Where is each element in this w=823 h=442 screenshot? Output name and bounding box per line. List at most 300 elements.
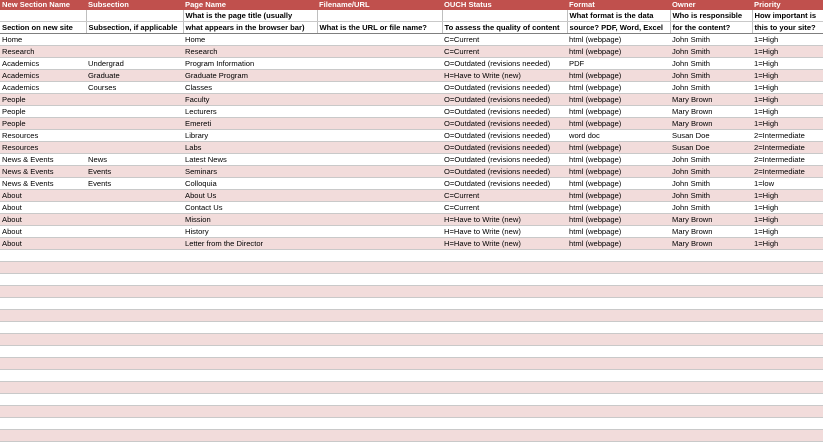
cell-subsection[interactable]: Courses bbox=[86, 82, 183, 94]
empty-cell[interactable] bbox=[670, 406, 752, 418]
empty-cell[interactable] bbox=[670, 358, 752, 370]
empty-cell[interactable] bbox=[86, 430, 183, 442]
cell-section[interactable]: Resources bbox=[0, 130, 86, 142]
cell-format[interactable]: What format is the data bbox=[567, 10, 670, 22]
cell-format[interactable]: html (webpage) bbox=[567, 226, 670, 238]
empty-cell[interactable] bbox=[670, 250, 752, 262]
empty-cell[interactable] bbox=[670, 370, 752, 382]
empty-cell[interactable] bbox=[670, 298, 752, 310]
empty-cell[interactable] bbox=[183, 346, 317, 358]
cell-subsection[interactable] bbox=[86, 118, 183, 130]
empty-cell[interactable] bbox=[317, 346, 442, 358]
cell-format[interactable]: html (webpage) bbox=[567, 82, 670, 94]
empty-cell[interactable] bbox=[86, 382, 183, 394]
cell-filename-url[interactable] bbox=[317, 10, 442, 22]
empty-cell[interactable] bbox=[317, 418, 442, 430]
empty-cell[interactable] bbox=[0, 382, 86, 394]
empty-row bbox=[0, 358, 823, 370]
empty-cell[interactable] bbox=[183, 286, 317, 298]
cell-section[interactable]: Home bbox=[0, 34, 86, 46]
empty-cell[interactable] bbox=[183, 418, 317, 430]
cell-owner[interactable]: John Smith bbox=[670, 178, 752, 190]
empty-cell[interactable] bbox=[86, 274, 183, 286]
cell-filename-url[interactable] bbox=[317, 70, 442, 82]
empty-cell[interactable] bbox=[0, 310, 86, 322]
empty-cell[interactable] bbox=[0, 274, 86, 286]
header-row-titles bbox=[0, 0, 823, 10]
cell-ouch-status[interactable]: OUCH Status bbox=[442, 0, 567, 10]
cell-subsection[interactable] bbox=[86, 106, 183, 118]
cell-priority[interactable]: 1=High bbox=[752, 34, 823, 46]
cell-format[interactable]: html (webpage) bbox=[567, 106, 670, 118]
cell-subsection[interactable] bbox=[86, 190, 183, 202]
cell-subsection[interactable]: Subsection, if applicable bbox=[86, 22, 183, 34]
cell-page-name[interactable]: Seminars bbox=[183, 166, 317, 178]
cell-section[interactable]: Academics bbox=[0, 82, 86, 94]
empty-cell[interactable] bbox=[752, 358, 823, 370]
cell-subsection[interactable]: Events bbox=[86, 178, 183, 190]
cell-filename-url[interactable] bbox=[317, 166, 442, 178]
empty-cell[interactable] bbox=[183, 406, 317, 418]
cell-subsection[interactable] bbox=[86, 238, 183, 250]
cell-ouch-status[interactable]: O=Outdated (revisions needed) bbox=[442, 82, 567, 94]
cell-section[interactable]: Academics bbox=[0, 58, 86, 70]
empty-cell[interactable] bbox=[86, 250, 183, 262]
cell-subsection[interactable] bbox=[86, 202, 183, 214]
cell-priority[interactable]: 2=Intermediate bbox=[752, 142, 823, 154]
cell-format[interactable]: html (webpage) bbox=[567, 118, 670, 130]
cell-format[interactable]: source? PDF, Word, Excel bbox=[567, 22, 670, 34]
empty-cell[interactable] bbox=[317, 334, 442, 346]
empty-cell[interactable] bbox=[442, 370, 567, 382]
cell-page-name[interactable]: Emereti bbox=[183, 118, 317, 130]
empty-cell[interactable] bbox=[567, 430, 670, 442]
empty-cell[interactable] bbox=[567, 322, 670, 334]
cell-format[interactable]: html (webpage) bbox=[567, 142, 670, 154]
cell-owner[interactable]: Mary Brown bbox=[670, 106, 752, 118]
empty-cell[interactable] bbox=[442, 418, 567, 430]
empty-cell[interactable] bbox=[567, 406, 670, 418]
empty-row bbox=[0, 262, 823, 274]
cell-ouch-status[interactable]: O=Outdated (revisions needed) bbox=[442, 106, 567, 118]
cell-subsection[interactable] bbox=[86, 34, 183, 46]
cell-filename-url[interactable] bbox=[317, 154, 442, 166]
cell-filename-url[interactable] bbox=[317, 214, 442, 226]
empty-cell[interactable] bbox=[86, 370, 183, 382]
cell-section[interactable]: People bbox=[0, 106, 86, 118]
cell-section[interactable]: Resources bbox=[0, 142, 86, 154]
empty-cell[interactable] bbox=[442, 262, 567, 274]
cell-ouch-status[interactable]: O=Outdated (revisions needed) bbox=[442, 130, 567, 142]
empty-cell[interactable] bbox=[670, 310, 752, 322]
cell-filename-url[interactable]: Filename/URL bbox=[317, 0, 442, 10]
empty-cell[interactable] bbox=[183, 382, 317, 394]
cell-section[interactable] bbox=[0, 10, 86, 22]
cell-ouch-status[interactable]: C=Current bbox=[442, 202, 567, 214]
empty-cell[interactable] bbox=[752, 286, 823, 298]
cell-ouch-status[interactable]: To assess the quality of content bbox=[442, 22, 567, 34]
empty-cell[interactable] bbox=[567, 370, 670, 382]
empty-cell[interactable] bbox=[752, 346, 823, 358]
cell-priority[interactable]: 1=High bbox=[752, 190, 823, 202]
empty-cell[interactable] bbox=[183, 322, 317, 334]
cell-section[interactable]: News & Events bbox=[0, 166, 86, 178]
empty-cell[interactable] bbox=[442, 334, 567, 346]
empty-cell[interactable] bbox=[442, 382, 567, 394]
cell-section[interactable]: About bbox=[0, 190, 86, 202]
empty-cell[interactable] bbox=[317, 430, 442, 442]
cell-filename-url[interactable]: What is the URL or file name? bbox=[317, 22, 442, 34]
empty-cell[interactable] bbox=[183, 250, 317, 262]
cell-page-name[interactable]: Colloquia bbox=[183, 178, 317, 190]
empty-cell[interactable] bbox=[86, 322, 183, 334]
empty-cell[interactable] bbox=[317, 286, 442, 298]
cell-priority[interactable]: 1=High bbox=[752, 106, 823, 118]
cell-section[interactable]: People bbox=[0, 118, 86, 130]
empty-cell[interactable] bbox=[567, 274, 670, 286]
cell-format[interactable]: html (webpage) bbox=[567, 70, 670, 82]
cell-ouch-status[interactable]: H=Have to Write (new) bbox=[442, 214, 567, 226]
empty-cell[interactable] bbox=[0, 334, 86, 346]
cell-owner[interactable]: Mary Brown bbox=[670, 238, 752, 250]
cell-priority[interactable]: 2=Intermediate bbox=[752, 130, 823, 142]
empty-cell[interactable] bbox=[0, 406, 86, 418]
cell-filename-url[interactable] bbox=[317, 142, 442, 154]
cell-owner[interactable]: John Smith bbox=[670, 202, 752, 214]
cell-priority[interactable]: 2=Intermediate bbox=[752, 166, 823, 178]
empty-cell[interactable] bbox=[442, 346, 567, 358]
empty-cell[interactable] bbox=[317, 370, 442, 382]
cell-filename-url[interactable] bbox=[317, 82, 442, 94]
cell-owner[interactable]: John Smith bbox=[670, 166, 752, 178]
cell-section[interactable]: New Section Name bbox=[0, 0, 86, 10]
cell-priority[interactable]: 1=High bbox=[752, 70, 823, 82]
empty-cell[interactable] bbox=[86, 418, 183, 430]
empty-cell[interactable] bbox=[567, 250, 670, 262]
empty-cell[interactable] bbox=[183, 262, 317, 274]
cell-format[interactable]: html (webpage) bbox=[567, 190, 670, 202]
cell-owner[interactable]: Mary Brown bbox=[670, 214, 752, 226]
cell-priority[interactable]: 1=High bbox=[752, 118, 823, 130]
cell-format[interactable]: html (webpage) bbox=[567, 154, 670, 166]
empty-cell[interactable] bbox=[442, 298, 567, 310]
empty-cell[interactable] bbox=[670, 262, 752, 274]
cell-owner[interactable]: Mary Brown bbox=[670, 226, 752, 238]
empty-cell[interactable] bbox=[752, 418, 823, 430]
cell-format[interactable]: html (webpage) bbox=[567, 238, 670, 250]
empty-cell[interactable] bbox=[183, 298, 317, 310]
empty-cell[interactable] bbox=[86, 406, 183, 418]
empty-cell[interactable] bbox=[183, 430, 317, 442]
empty-cell[interactable] bbox=[0, 346, 86, 358]
empty-cell[interactable] bbox=[670, 382, 752, 394]
cell-subsection[interactable]: Graduate bbox=[86, 70, 183, 82]
cell-subsection[interactable]: Events bbox=[86, 166, 183, 178]
cell-owner[interactable]: Mary Brown bbox=[670, 94, 752, 106]
cell-ouch-status[interactable]: O=Outdated (revisions needed) bbox=[442, 178, 567, 190]
empty-cell[interactable] bbox=[752, 262, 823, 274]
empty-cell[interactable] bbox=[86, 346, 183, 358]
empty-cell[interactable] bbox=[752, 250, 823, 262]
cell-page-name[interactable]: Research bbox=[183, 46, 317, 58]
cell-subsection[interactable] bbox=[86, 226, 183, 238]
empty-cell[interactable] bbox=[317, 250, 442, 262]
cell-page-name[interactable]: Page Name bbox=[183, 0, 317, 10]
cell-priority[interactable]: 1=High bbox=[752, 58, 823, 70]
cell-ouch-status[interactable]: H=Have to Write (new) bbox=[442, 70, 567, 82]
cell-format[interactable]: Format bbox=[567, 0, 670, 10]
empty-cell[interactable] bbox=[567, 358, 670, 370]
cell-priority[interactable]: 1=High bbox=[752, 94, 823, 106]
cell-owner[interactable]: Mary Brown bbox=[670, 118, 752, 130]
empty-cell[interactable] bbox=[317, 298, 442, 310]
empty-cell[interactable] bbox=[752, 274, 823, 286]
cell-ouch-status[interactable] bbox=[442, 10, 567, 22]
empty-cell[interactable] bbox=[86, 298, 183, 310]
cell-ouch-status[interactable]: C=Current bbox=[442, 190, 567, 202]
cell-page-name[interactable]: Letter from the Director bbox=[183, 238, 317, 250]
cell-priority[interactable]: 1=High bbox=[752, 46, 823, 58]
cell-subsection[interactable]: Subsection bbox=[86, 0, 183, 10]
cell-owner[interactable]: John Smith bbox=[670, 82, 752, 94]
cell-owner[interactable]: John Smith bbox=[670, 70, 752, 82]
cell-page-name[interactable]: Library bbox=[183, 130, 317, 142]
cell-page-name[interactable]: Program Information bbox=[183, 58, 317, 70]
header-row-questions bbox=[0, 10, 823, 22]
cell-page-name[interactable]: Mission bbox=[183, 214, 317, 226]
cell-priority[interactable]: 1=High bbox=[752, 226, 823, 238]
cell-page-name[interactable]: What is the page title (usually bbox=[183, 10, 317, 22]
empty-cell[interactable] bbox=[567, 286, 670, 298]
empty-cell[interactable] bbox=[442, 406, 567, 418]
cell-owner[interactable]: John Smith bbox=[670, 154, 752, 166]
empty-cell[interactable] bbox=[317, 358, 442, 370]
empty-cell[interactable] bbox=[317, 274, 442, 286]
cell-section[interactable]: News & Events bbox=[0, 178, 86, 190]
empty-cell[interactable] bbox=[86, 334, 183, 346]
cell-ouch-status[interactable]: H=Have to Write (new) bbox=[442, 238, 567, 250]
empty-cell[interactable] bbox=[752, 370, 823, 382]
cell-filename-url[interactable] bbox=[317, 106, 442, 118]
empty-row bbox=[0, 334, 823, 346]
cell-page-name[interactable]: Graduate Program bbox=[183, 70, 317, 82]
empty-cell[interactable] bbox=[567, 262, 670, 274]
empty-cell[interactable] bbox=[752, 334, 823, 346]
cell-ouch-status[interactable]: H=Have to Write (new) bbox=[442, 226, 567, 238]
empty-cell[interactable] bbox=[752, 430, 823, 442]
cell-ouch-status[interactable]: C=Current bbox=[442, 46, 567, 58]
empty-cell[interactable] bbox=[670, 286, 752, 298]
empty-cell[interactable] bbox=[183, 358, 317, 370]
cell-owner[interactable]: John Smith bbox=[670, 46, 752, 58]
empty-cell[interactable] bbox=[0, 250, 86, 262]
empty-cell[interactable] bbox=[0, 286, 86, 298]
cell-section[interactable]: Research bbox=[0, 46, 86, 58]
empty-cell[interactable] bbox=[0, 262, 86, 274]
cell-filename-url[interactable] bbox=[317, 130, 442, 142]
cell-subsection[interactable] bbox=[86, 214, 183, 226]
cell-filename-url[interactable] bbox=[317, 58, 442, 70]
cell-ouch-status[interactable]: O=Outdated (revisions needed) bbox=[442, 166, 567, 178]
cell-subsection[interactable] bbox=[86, 142, 183, 154]
cell-filename-url[interactable] bbox=[317, 190, 442, 202]
empty-cell[interactable] bbox=[0, 370, 86, 382]
empty-cell[interactable] bbox=[752, 322, 823, 334]
cell-filename-url[interactable] bbox=[317, 226, 442, 238]
empty-cell[interactable] bbox=[670, 346, 752, 358]
cell-page-name[interactable]: Classes bbox=[183, 82, 317, 94]
empty-cell[interactable] bbox=[752, 406, 823, 418]
cell-priority[interactable]: 2=Intermediate bbox=[752, 154, 823, 166]
table-row bbox=[0, 34, 823, 46]
cell-page-name[interactable]: About Us bbox=[183, 190, 317, 202]
empty-cell[interactable] bbox=[442, 310, 567, 322]
cell-section[interactable]: About bbox=[0, 202, 86, 214]
cell-filename-url[interactable] bbox=[317, 94, 442, 106]
empty-cell[interactable] bbox=[442, 274, 567, 286]
cell-filename-url[interactable] bbox=[317, 118, 442, 130]
cell-page-name[interactable]: Faculty bbox=[183, 94, 317, 106]
empty-cell[interactable] bbox=[442, 322, 567, 334]
empty-cell[interactable] bbox=[567, 298, 670, 310]
cell-priority[interactable]: How important is bbox=[752, 10, 823, 22]
empty-cell[interactable] bbox=[0, 418, 86, 430]
cell-format[interactable]: word doc bbox=[567, 130, 670, 142]
cell-format[interactable]: html (webpage) bbox=[567, 178, 670, 190]
cell-filename-url[interactable] bbox=[317, 238, 442, 250]
empty-cell[interactable] bbox=[670, 418, 752, 430]
cell-priority[interactable]: 1=High bbox=[752, 214, 823, 226]
cell-filename-url[interactable] bbox=[317, 46, 442, 58]
empty-cell[interactable] bbox=[0, 358, 86, 370]
cell-ouch-status[interactable]: O=Outdated (revisions needed) bbox=[442, 142, 567, 154]
empty-cell[interactable] bbox=[317, 382, 442, 394]
empty-cell[interactable] bbox=[442, 286, 567, 298]
empty-cell[interactable] bbox=[670, 274, 752, 286]
cell-format[interactable]: html (webpage) bbox=[567, 166, 670, 178]
cell-section[interactable]: About bbox=[0, 226, 86, 238]
empty-cell[interactable] bbox=[567, 346, 670, 358]
table-row bbox=[0, 178, 823, 190]
cell-page-name[interactable]: Lecturers bbox=[183, 106, 317, 118]
empty-cell[interactable] bbox=[670, 322, 752, 334]
table-row bbox=[0, 166, 823, 178]
cell-page-name[interactable]: Labs bbox=[183, 142, 317, 154]
empty-cell[interactable] bbox=[567, 310, 670, 322]
cell-format[interactable]: PDF bbox=[567, 58, 670, 70]
empty-cell[interactable] bbox=[317, 262, 442, 274]
empty-cell[interactable] bbox=[567, 382, 670, 394]
cell-format[interactable]: html (webpage) bbox=[567, 94, 670, 106]
cell-subsection[interactable]: Undergrad bbox=[86, 58, 183, 70]
empty-cell[interactable] bbox=[317, 406, 442, 418]
cell-owner[interactable]: John Smith bbox=[670, 58, 752, 70]
cell-section[interactable]: People bbox=[0, 94, 86, 106]
cell-format[interactable]: html (webpage) bbox=[567, 214, 670, 226]
cell-page-name[interactable]: what appears in the browser bar) bbox=[183, 22, 317, 34]
cell-priority[interactable]: Priority bbox=[752, 0, 823, 10]
empty-cell[interactable] bbox=[567, 418, 670, 430]
empty-cell[interactable] bbox=[86, 310, 183, 322]
cell-owner[interactable]: John Smith bbox=[670, 190, 752, 202]
empty-cell[interactable] bbox=[183, 334, 317, 346]
cell-priority[interactable]: 1=High bbox=[752, 82, 823, 94]
empty-cell[interactable] bbox=[567, 334, 670, 346]
cell-section[interactable]: News & Events bbox=[0, 154, 86, 166]
empty-cell[interactable] bbox=[442, 430, 567, 442]
cell-section[interactable]: Academics bbox=[0, 70, 86, 82]
empty-cell[interactable] bbox=[183, 370, 317, 382]
empty-cell[interactable] bbox=[86, 286, 183, 298]
empty-cell[interactable] bbox=[317, 322, 442, 334]
cell-filename-url[interactable] bbox=[317, 202, 442, 214]
cell-filename-url[interactable] bbox=[317, 34, 442, 46]
cell-section[interactable]: Section on new site bbox=[0, 22, 86, 34]
cell-ouch-status[interactable]: O=Outdated (revisions needed) bbox=[442, 118, 567, 130]
cell-priority[interactable]: 1=low bbox=[752, 178, 823, 190]
empty-cell[interactable] bbox=[86, 358, 183, 370]
cell-format[interactable]: html (webpage) bbox=[567, 46, 670, 58]
cell-section[interactable]: About bbox=[0, 214, 86, 226]
cell-owner[interactable]: John Smith bbox=[670, 34, 752, 46]
cell-subsection[interactable] bbox=[86, 130, 183, 142]
cell-owner[interactable]: Susan Doe bbox=[670, 142, 752, 154]
cell-priority[interactable]: 1=High bbox=[752, 202, 823, 214]
cell-ouch-status[interactable]: C=Current bbox=[442, 34, 567, 46]
cell-section[interactable]: About bbox=[0, 238, 86, 250]
cell-page-name[interactable]: Home bbox=[183, 34, 317, 46]
cell-format[interactable]: html (webpage) bbox=[567, 202, 670, 214]
cell-subsection[interactable] bbox=[86, 46, 183, 58]
empty-cell[interactable] bbox=[0, 322, 86, 334]
cell-owner[interactable]: Owner bbox=[670, 0, 752, 10]
empty-cell[interactable] bbox=[86, 262, 183, 274]
empty-cell[interactable] bbox=[752, 310, 823, 322]
empty-row bbox=[0, 418, 823, 430]
table-row bbox=[0, 238, 823, 250]
empty-cell[interactable] bbox=[752, 298, 823, 310]
empty-cell[interactable] bbox=[183, 274, 317, 286]
empty-cell[interactable] bbox=[317, 310, 442, 322]
cell-owner[interactable]: Susan Doe bbox=[670, 130, 752, 142]
table-row bbox=[0, 190, 823, 202]
cell-page-name[interactable]: Latest News bbox=[183, 154, 317, 166]
empty-cell[interactable] bbox=[670, 430, 752, 442]
cell-subsection[interactable]: News bbox=[86, 154, 183, 166]
cell-priority[interactable]: 1=High bbox=[752, 238, 823, 250]
cell-filename-url[interactable] bbox=[317, 178, 442, 190]
empty-cell[interactable] bbox=[183, 310, 317, 322]
empty-cell[interactable] bbox=[752, 382, 823, 394]
cell-ouch-status[interactable]: O=Outdated (revisions needed) bbox=[442, 154, 567, 166]
cell-ouch-status[interactable]: O=Outdated (revisions needed) bbox=[442, 58, 567, 70]
empty-cell[interactable] bbox=[0, 430, 86, 442]
cell-format[interactable]: html (webpage) bbox=[567, 34, 670, 46]
cell-priority[interactable]: this to your site? bbox=[752, 22, 823, 34]
cell-ouch-status[interactable]: O=Outdated (revisions needed) bbox=[442, 94, 567, 106]
empty-cell[interactable] bbox=[0, 298, 86, 310]
cell-owner[interactable]: Who is responsible bbox=[670, 10, 752, 22]
empty-cell[interactable] bbox=[442, 358, 567, 370]
cell-subsection[interactable] bbox=[86, 94, 183, 106]
table-row bbox=[0, 130, 823, 142]
cell-page-name[interactable]: Contact Us bbox=[183, 202, 317, 214]
cell-subsection[interactable] bbox=[86, 10, 183, 22]
empty-cell[interactable] bbox=[670, 334, 752, 346]
cell-page-name[interactable]: History bbox=[183, 226, 317, 238]
empty-cell[interactable] bbox=[442, 250, 567, 262]
cell-owner[interactable]: for the content? bbox=[670, 22, 752, 34]
